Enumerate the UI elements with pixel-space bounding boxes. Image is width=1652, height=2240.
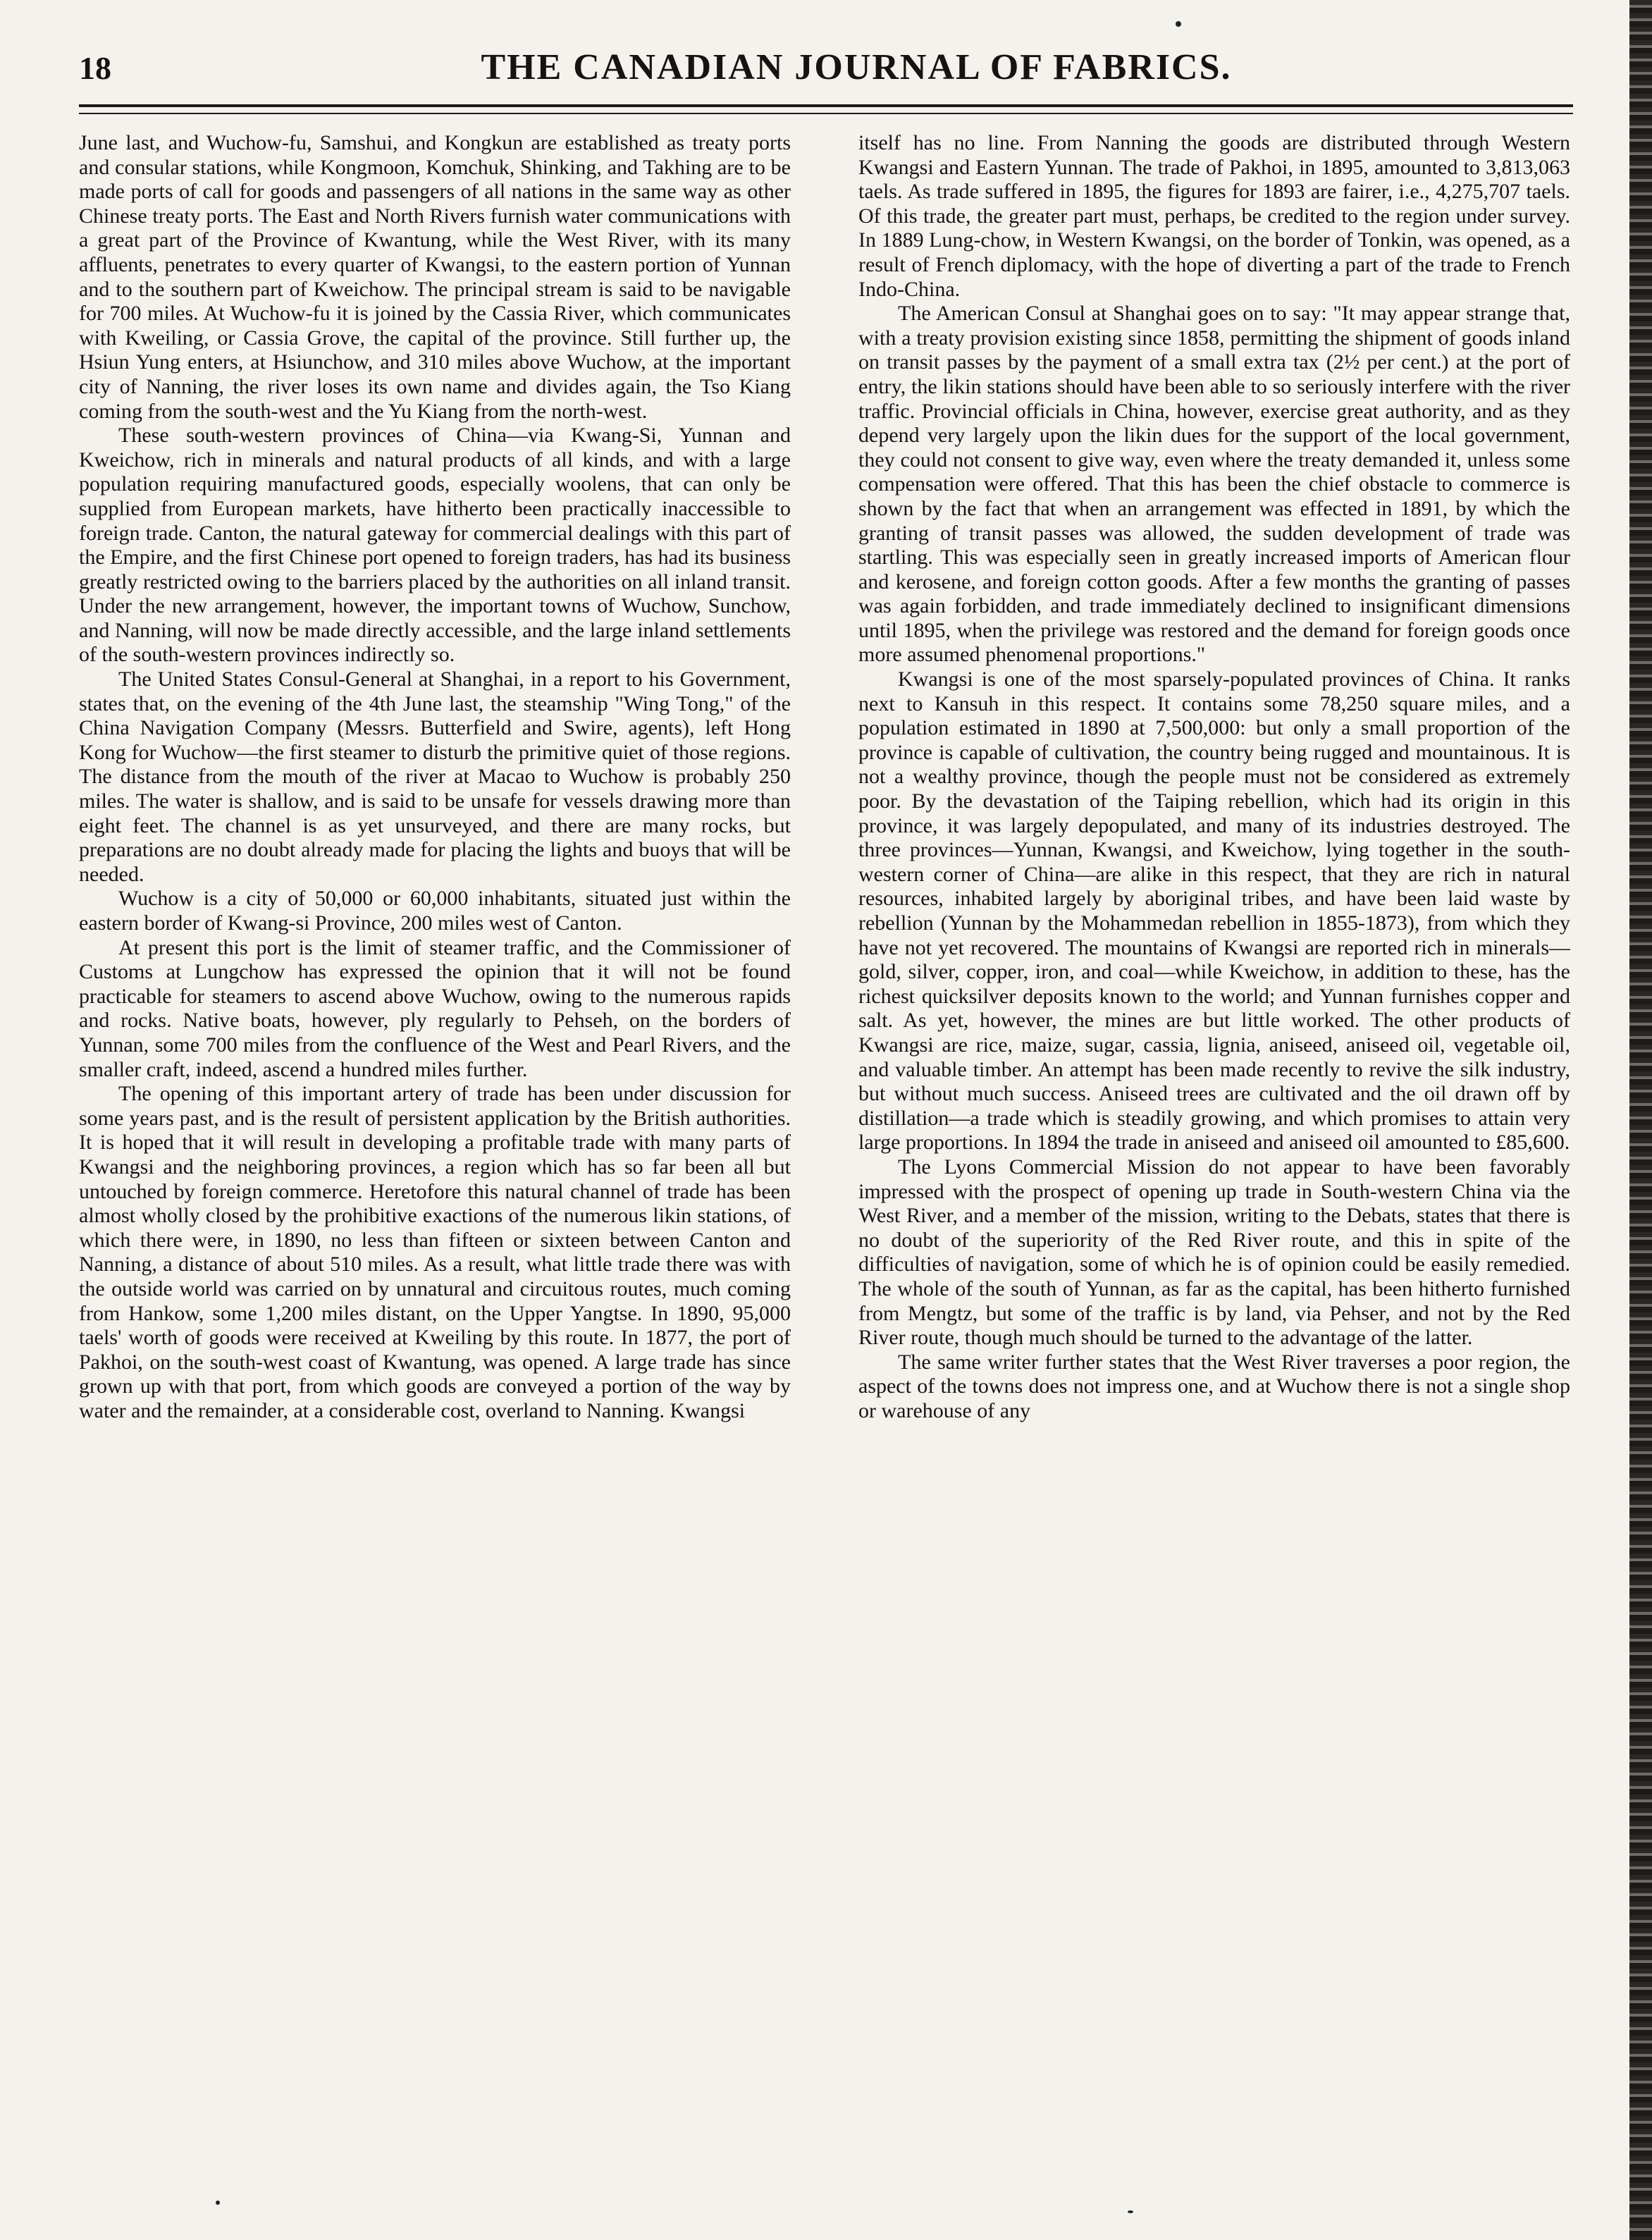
running-title: THE CANADIAN JOURNAL OF FABRICS.	[481, 47, 1232, 87]
right-column	[858, 131, 1570, 2175]
scan-speck	[1128, 2210, 1133, 2213]
header-rule-thin	[79, 113, 1573, 114]
paragraph: June last, and Wuchow-fu, Samshui, and Kongkun are established as treaty ports and consular stations, while Kongmoon, Komchuk, Shinking, and Takhing are to be made ports of call for goods and passengers of all nations in the same way as other Chinese treaty ports. The East and North Rivers furnish water communications with a great part of the Province of Kwantung, while the West River, with its many affluents, penetrates to every quarter of Kwangsi, to the eastern portion of Yunnan and to the southern part of Kweichow. The principal stream is said to be navigable for 700 miles. At Wuchow-fu it is joined by the Cassia River, which communicates with Kweiling, or Cassia Grove, the capital of the province. Still further up, the Hsiun Yung enters, at Hsiunchow, and 310 miles above Wuchow, at the important city of Nanning, the river loses its own name and divides again, the Tso Kiang coming from the south-west and the Yu Kiang from the north-west.	[79, 131, 791, 423]
scan-speck	[216, 2201, 220, 2205]
paragraph: At present this port is the limit of steamer traffic, and the Commissioner of Customs at Lungchow has expressed the opinion that it will not be found practicable for steamers to ascend above Wuchow, owing to the numerous rapids and rocks. Native boats, however, ply regularly to Pehseh, on the borders of Yunnan, some 700 miles from the confluence of the West and Pearl Rivers, and the smaller craft, indeed, ascend a hundred miles further.	[79, 935, 791, 1081]
paragraph: itself has no line. From Nanning the goods are distributed through Western Kwangsi and Eastern Yunnan. The trade of Pakhoi, in 1895, amounted to 3,813,063 taels. As trade suffered in 1895, the figures for 1893 are fairer, i.e., 4,275,707 taels. Of this trade, the greater part must, perhaps, be credited to the region under survey. In 1889 Lung-chow, in Western Kwangsi, on the border of Tonkin, was opened, as a result of French diplomacy, with the hope of diverting a part of the trade to French Indo-China.	[858, 131, 1570, 301]
paragraph: The opening of this important artery of trade has been under discussion for some years past, and is the result of persistent application by the British authorities. It is hoped that it will result in developing a profitable trade with many parts of Kwangsi and the neighboring provinces, a region which has so far been all but untouched by foreign commerce. Heretofore this natural channel of trade has been almost wholly closed by the prohibitive exactions of the numerous likin stations, of which there were, in 1890, no less than fifteen or sixteen between Canton and Nanning, a distance of about 510 miles. As a result, what little trade there was with the outside world was carried on by unnatural and circuitous routes, much coming from Hankow, some 1,200 miles distant, on the Upper Yangtse. In 1890, 95,000 taels' worth of goods were received at Kweiling by this route. In 1877, the port of Pakhoi, on the south-west coast of Kwantung, was opened. A large trade has since grown up with that port, from which goods are conveyed a portion of the way by water and the remainder, at a considerable cost, overland to Nanning. Kwangsi	[79, 1082, 791, 1422]
header-rule-thick	[79, 104, 1573, 107]
left-column	[79, 131, 791, 2175]
scan-binding-edge	[1629, 0, 1652, 2240]
paragraph: The same writer further states that the West River traverses a poor region, the aspect of the towns does not impress one, and at Wuchow there is not a single shop or warehouse of any	[858, 1350, 1570, 1422]
paragraph: These south-western provinces of China—via Kwang-Si, Yunnan and Kweichow, rich in minerals and natural products of all kinds, and with a large population requiring manufactured goods, especially woolens, that can only be supplied from European markets, have hitherto been practically inaccessible to foreign trade. Canton, the natural gateway for commercial dealings with this part of the Empire, and the first Chinese port opened to foreign traders, has had its business greatly restricted owing to the barriers placed by the authorities on all inland transit. Under the new arrangement, however, the important towns of Wuchow, Sunchow, and Nanning, will now be made directly accessible, and the large inland settlements of the south-western provinces indirectly so.	[79, 424, 791, 667]
paragraph: The Lyons Commercial Mission do not appear to have been favorably impressed with the prospect of opening up trade in South-western China via the West River, and a member of the mission, writing to the Debats, states that there is no doubt of the superiority of the Red River route, and this in spite of the difficulties of navigation, some of which he is of opinion could be easily remedied. The whole of the south of Yunnan, as far as the capital, has been hitherto furnished from Mengtz, but some of the traffic is by land, via Pehser, and not by the Red River route, though much should be turned to the advantage of the latter.	[858, 1155, 1570, 1350]
paragraph: Kwangsi is one of the most sparsely-populated provinces of China. It ranks next to Kansuh in this respect. It contains some 78,250 square miles, and a population estimated in 1890 at 7,500,000: but only a small proportion of the province is capable of cultivation, the country being rugged and mountainous. It is not a wealthy province, though the people must not be considered as extremely poor. By the devastation of the Taiping rebellion, which had its origin in this province, it was largely depopulated, and many of its industries destroyed. The three provinces—Yunnan, Kwangsi, and Kweichow, lying together in the south-western corner of China—are alike in this respect, that they are rich in natural resources, inhabited largely by aboriginal tribes, and have been laid waste by rebellion (Yunnan by the Mohammedan rebellion in 1855-1873), from which they have not yet recovered. The mountains of Kwangsi are reported rich in minerals—gold, silver, copper, iron, and coal—while Kweichow, in addition to these, has the richest quicksilver deposits known to the world; and Yunnan furnishes copper and salt. As yet, however, the mines are but little worked. The other products of Kwangsi are rice, maize, sugar, cassia, lignia, aniseed, aniseed oil, vegetable oil, and valuable timber. An attempt has been made recently to revive the silk industry, but without much success. Aniseed trees are cultivated and the oil drawn off by distillation—a trade which is steadily growing, and which promises to attain very large proportions. In 1894 the trade in aniseed and aniseed oil amounted to £85,600.	[858, 667, 1570, 1155]
paragraph: The American Consul at Shanghai goes on to say: "It may appear strange that, with a treaty provision existing since 1858, permitting the shipment of goods inland on transit passes by the payment of a small extra tax (2½ per cent.) at the port of entry, the likin stations should have been able to so seriously interfere with the river traffic. Provincial officials in China, however, exercise great authority, and as they depend very largely upon the likin dues for the support of the local government, they could not consent to give way, even where the treaty demanded it, unless some compensation were offered. That this has been the chief obstacle to commerce is shown by the fact that when an arrangement was effected in 1891, by which the granting of transit passes was allowed, the sudden development of trade was startling. This was especially seen in greatly increased imports of American flour and kerosene, and foreign cotton goods. After a few months the granting of passes was again forbidden, and trade immediately declined to insignificant dimensions until 1895, when the privilege was restored and the demand for foreign goods once more assumed phenomenal proportions."	[858, 302, 1570, 667]
paragraph: Wuchow is a city of 50,000 or 60,000 inhabitants, situated just within the eastern border of Kwang-si Province, 200 miles west of Canton.	[79, 887, 791, 935]
paragraph: The United States Consul-General at Shanghai, in a report to his Government, states that, on the evening of the 4th June last, the steamship "Wing Tong," of the China Navigation Company (Messrs. Butterfield and Swire, agents), left Hong Kong for Wuchow—the first steamer to disturb the primitive quiet of those regions. The distance from the mouth of the river at Macao to Wuchow is probably 250 miles. The water is shallow, and is said to be unsafe for vessels drawing more than eight feet. The channel is as yet unsurveyed, and there are many rocks, but preparations are no doubt already made for placing the lights and buoys that will be needed.	[79, 667, 791, 886]
scan-speck	[1176, 21, 1181, 27]
page-number: 18	[79, 50, 111, 86]
